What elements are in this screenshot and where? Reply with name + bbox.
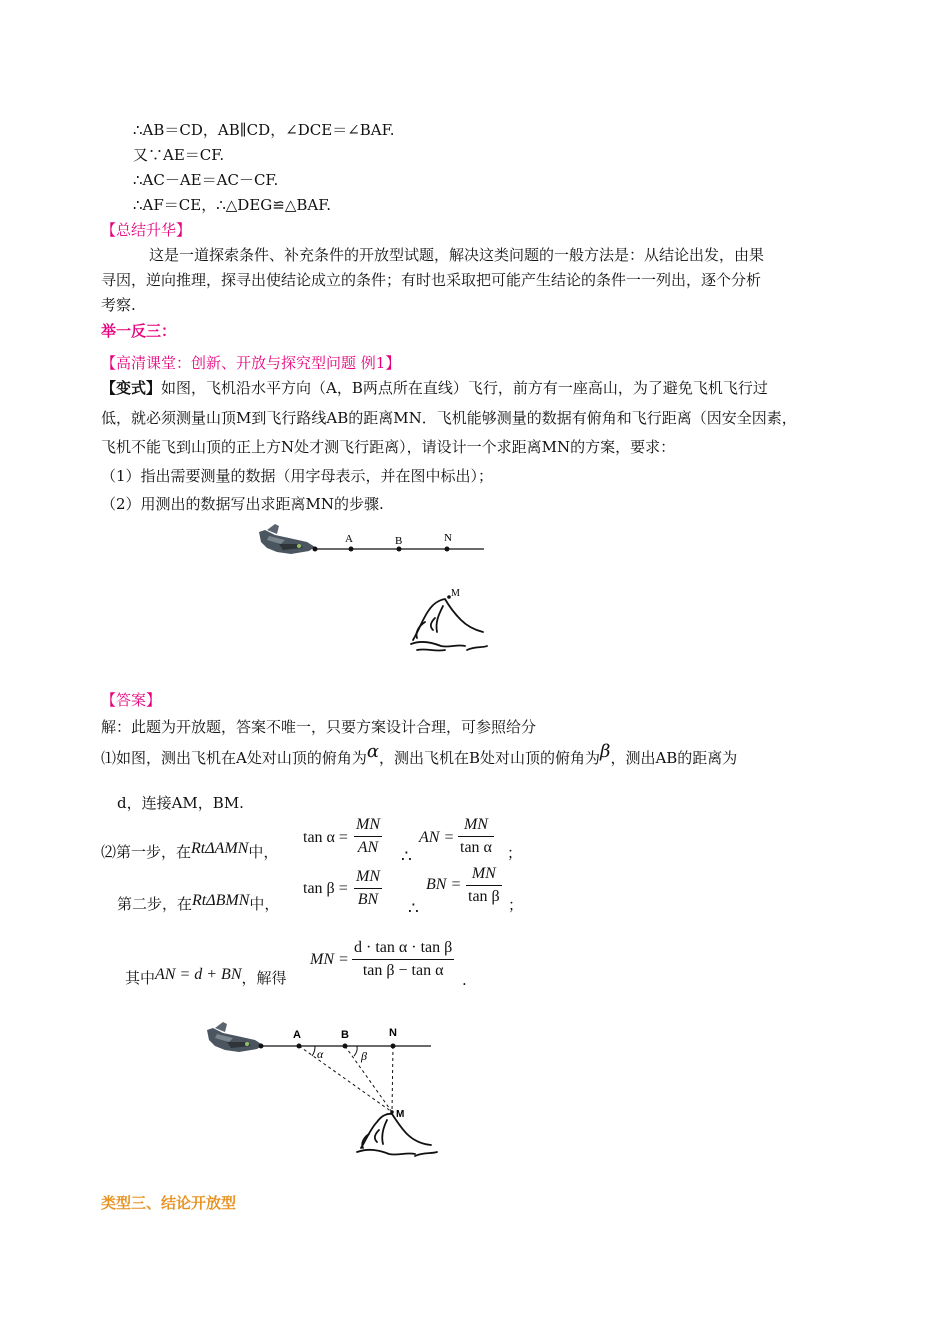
alpha-symbol: α xyxy=(366,741,379,762)
angle-beta-label: β xyxy=(361,1049,367,1063)
label-a: A xyxy=(293,1029,301,1041)
tan-beta-lhs: tan β = xyxy=(303,880,348,897)
answer-heading: 【答案】 xyxy=(101,691,162,709)
point-b xyxy=(397,547,402,552)
variant-tag: 【变式】 xyxy=(101,379,162,397)
fraction-mn-result: $\frac{\text{d · tan α · tan β}}{\text{tan β − tan α}}$ xyxy=(354,939,453,979)
practice-heading: 举一反三： xyxy=(101,322,177,340)
point-start xyxy=(313,547,318,552)
label-b: B xyxy=(341,1029,349,1041)
proof-line-2: 又∵AE＝CF. xyxy=(133,146,225,164)
fraction-mn-an: $\frac{MN}{AN}$ xyxy=(356,816,380,856)
mountain-icon xyxy=(357,1114,437,1156)
question-line-5: （2）用测出的数据写出求距离MN的步骤. xyxy=(101,495,384,513)
type-3-heading: 类型三、结论开放型 xyxy=(101,1194,237,1212)
label-m: M xyxy=(451,588,460,599)
question-line-3: 飞机不能飞到山顶的正上方N处才测飞行距离），请设计一个求距离MN的方案，要求： xyxy=(101,438,676,456)
semicolon-1: ； xyxy=(507,844,523,862)
figure-1 xyxy=(255,522,495,662)
question-line-1: 【变式】如图，飞机沿水平方向（A，B两点所在直线）飞行，前方有一座高山，为了避免飞机飞行过 xyxy=(101,379,768,397)
bn-lhs: BN = xyxy=(426,876,462,893)
fraction-mn-bn: $\frac{MN}{BN}$ xyxy=(356,868,380,908)
tan-alpha-lhs: tan α = xyxy=(303,829,348,846)
label-a: A xyxy=(345,533,353,545)
fraction-mn-tanalpha: $\frac{MN}{\text{tan α}}$ xyxy=(460,816,492,856)
summary-line-3: 考察. xyxy=(101,296,136,314)
label-b: B xyxy=(395,535,403,547)
airplane-icon xyxy=(259,524,315,554)
line-am xyxy=(299,1046,392,1112)
question-line-4: （1）指出需要测量的数据（用字母表示，并在图中标出）； xyxy=(101,467,494,485)
summary-line-1: 这是一道探索条件、补充条件的开放型试题，解决这类问题的一般方法是：从结论出发，由果 xyxy=(149,246,765,264)
figure-2 xyxy=(203,1018,443,1158)
line-nm xyxy=(392,1046,393,1112)
proof-line-3: ∴AC－AE＝AC－CF. xyxy=(133,171,279,189)
course-reference: 【高清课堂：创新、开放与探究型问题 例1】 xyxy=(101,354,401,372)
point-start xyxy=(259,1044,264,1049)
beta-symbol: β xyxy=(600,741,611,762)
therefore-1: ∴ xyxy=(401,847,412,867)
point-a xyxy=(349,547,354,552)
an-equation: AN = d + BN xyxy=(155,966,242,983)
answer-step-1: ⑴如图，测出飞机在A处对山顶的俯角为α，测出飞机在B处对山顶的俯角为β，测出AB的距离为 xyxy=(101,741,738,767)
period: . xyxy=(462,971,467,989)
label-n: N xyxy=(389,1027,397,1039)
proof-line-4: ∴AF＝CE，∴△DEG≌△BAF. xyxy=(133,196,332,214)
semicolon-2: ； xyxy=(508,896,524,914)
line-bm xyxy=(345,1046,392,1112)
point-n xyxy=(445,547,450,552)
step-2-text: 第二步，在RtΔBMN中， xyxy=(117,892,280,913)
label-m: M xyxy=(396,1109,405,1120)
triangle-bmn: RtΔBMN xyxy=(192,892,250,909)
label-n: N xyxy=(444,532,452,544)
step-3-text: 其中AN = d + BN，解得 xyxy=(125,966,287,987)
step-1-text: ⑵第一步，在RtΔAMN中， xyxy=(101,840,279,861)
angle-alpha-label: α xyxy=(317,1047,324,1061)
fraction-mn-tanbeta: $\frac{MN}{\text{tan β}}$ xyxy=(468,865,500,905)
summary-heading: 【总结升华】 xyxy=(101,221,192,239)
proof-line-1: ∴AB＝CD，AB∥CD，∠DCE＝∠BAF. xyxy=(133,121,395,139)
answer-step-1-cont: d，连接AM，BM. xyxy=(117,794,244,812)
mountain-icon xyxy=(411,599,487,651)
mn-lhs: MN = xyxy=(310,951,349,968)
summary-line-2: 寻因，逆向推理，探寻出使结论成立的条件；有时也采取把可能产生结论的条件一一列出，逐个分析 xyxy=(101,271,762,289)
answer-intro: 解：此题为开放题，答案不唯一，只要方案设计合理，可参照给分 xyxy=(101,718,537,736)
question-line-2: 低，就必须测量山顶M到飞行路线AB的距离MN．飞机能够测量的数据有俯角和飞行距离（因安全因素， xyxy=(101,409,797,427)
therefore-2: ∴ xyxy=(408,899,419,919)
an-lhs: AN = xyxy=(419,829,455,846)
airplane-icon xyxy=(207,1022,263,1052)
triangle-amn: RtΔAMN xyxy=(191,840,249,857)
